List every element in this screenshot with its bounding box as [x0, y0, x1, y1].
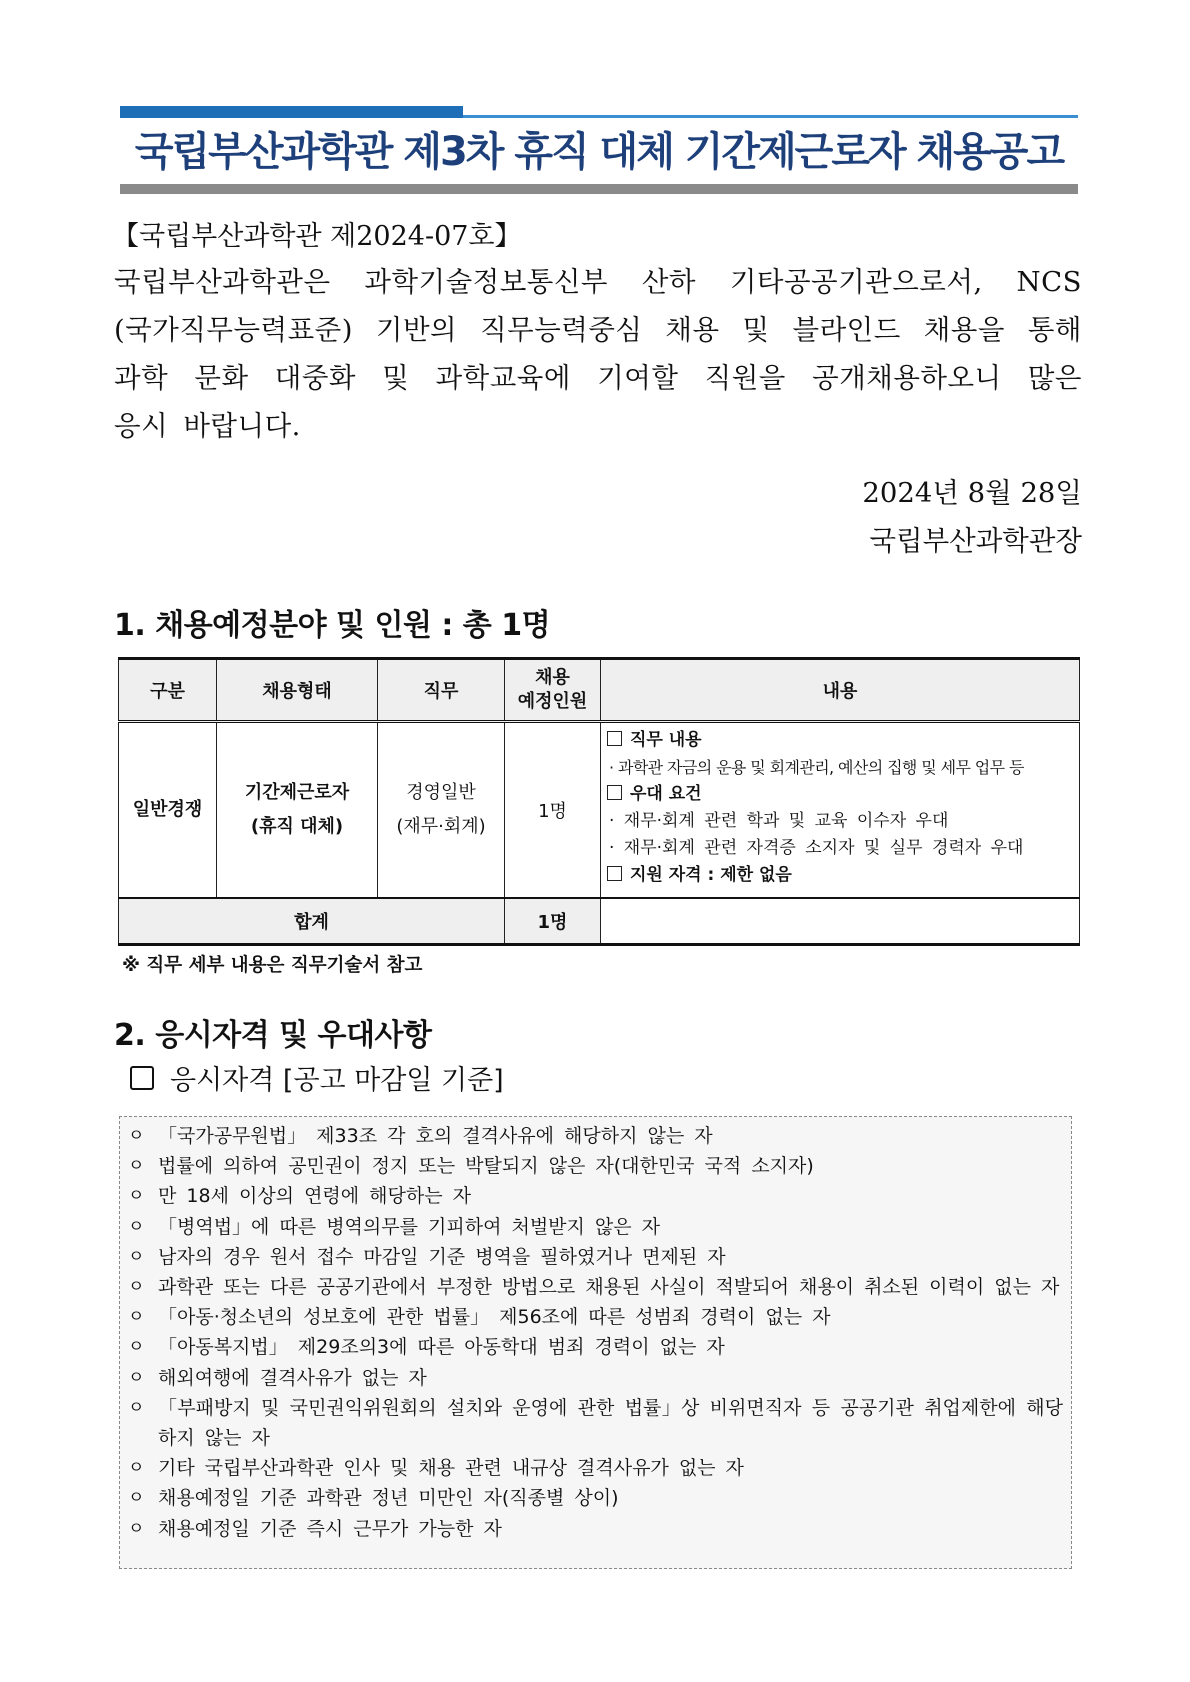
checkbox-icon	[607, 866, 622, 881]
bullet-icon: ㅇ	[128, 1518, 145, 1539]
preference-title: 우대 요건	[630, 784, 702, 804]
bullet-icon: ㅇ	[128, 1307, 145, 1328]
recruitment-table	[118, 657, 1080, 946]
bullet-icon: ㅇ	[128, 1126, 145, 1146]
qualification-subheading-text: 응시자격 [공고 마감일 기준]	[170, 1065, 504, 1096]
intro-paragraph	[114, 258, 1082, 450]
checkbox-icon	[607, 731, 622, 746]
header-count-line1: 채용	[535, 667, 570, 688]
list-item	[128, 1363, 1063, 1393]
bullet-icon: ㅇ	[128, 1397, 145, 1418]
bullet-icon: ㅇ	[128, 1458, 145, 1479]
header-count-line2: 예정인원	[517, 691, 588, 712]
section-1-title: 1. 채용예정분야 및 인원 : 총 1명	[114, 608, 551, 643]
qualification-list	[119, 1116, 1072, 1569]
bullet-icon: ㅇ	[128, 1337, 145, 1358]
announcement-signer: 국립부산과학관장	[869, 525, 1082, 557]
list-item	[128, 1514, 1063, 1544]
qualification-subheading	[130, 1058, 504, 1097]
table-row	[119, 722, 1080, 899]
preference-item: · 재무·회계 관련 자격증 소지자 및 실무 경력자 우대	[609, 838, 1024, 858]
intro-line: 과학 문화 대중화 및 과학교육에 기여할 직원을 공개채용하오니 많은	[114, 362, 1082, 394]
list-item	[128, 1453, 1063, 1483]
title-bottom-bar	[120, 184, 1078, 194]
intro-line: (국가직무능력표준) 기반의 직무능력중심 채용 및 블라인드 채용을 통해	[114, 314, 1082, 346]
duty-heading	[605, 727, 1075, 754]
table-note: ※ 직무 세부 내용은 직무기술서 참고	[122, 955, 423, 976]
list-item	[128, 1272, 1063, 1302]
list-item-text: 「아동복지법」 제29조의3에 따른 아동학대 범죄 경력이 없는 자	[158, 1336, 725, 1359]
square-bullet-icon	[130, 1066, 154, 1090]
total-count: 1명	[505, 898, 601, 945]
list-item	[128, 1121, 1063, 1151]
list-item-text: 과학관 또는 다른 공공기관에서 부정한 방법으로 채용된 사실이 적발되어 채용이 취소된 이력이 없는 자	[158, 1276, 1060, 1299]
preference-heading	[605, 781, 1075, 808]
title-top-bar	[120, 106, 1078, 118]
cell-count: 1명	[505, 722, 601, 899]
page-title: 국립부산과학관 제3차 휴직 대체 기간제근로자 채용공고	[134, 129, 1064, 175]
intro-line: 국립부산과학관은 과학기술정보통신부 산하 기타공공기관으로서, NCS	[114, 266, 1082, 298]
qualification-heading	[605, 862, 1075, 889]
list-item	[128, 1181, 1063, 1211]
list-item-text: 「병역법」에 따른 병역의무를 기피하여 처벌받지 않은 자	[158, 1215, 661, 1238]
cell-job-line1: 경영일반	[406, 782, 476, 803]
list-item-text: 만 18세 이상의 연령에 해당하는 자	[158, 1185, 471, 1208]
cell-category: 일반경쟁	[119, 722, 217, 899]
total-label: 합계	[119, 898, 505, 945]
bullet-icon: ㅇ	[128, 1186, 145, 1207]
table-header-row	[119, 659, 1080, 722]
title-thin-line	[463, 115, 1078, 118]
list-item	[128, 1212, 1063, 1242]
list-item-text: 「국가공무원법」 제33조 각 호의 결격사유에 해당하지 않는 자	[158, 1125, 713, 1147]
list-item-text: 남자의 경우 원서 접수 마감일 기준 병역을 필하였거나 면제된 자	[158, 1245, 726, 1268]
list-item	[128, 1151, 1063, 1181]
duty-title: 직무 내용	[630, 730, 702, 750]
list-item	[128, 1393, 1063, 1453]
cell-job	[378, 722, 505, 899]
list-item	[128, 1332, 1063, 1362]
preference-item: · 재무·회계 관련 학과 및 교육 이수자 우대	[609, 811, 949, 831]
header-details: 내용	[601, 659, 1080, 722]
header-type: 채용형태	[217, 659, 378, 722]
announcement-date: 2024년 8월 28일	[862, 477, 1082, 509]
bullet-icon: ㅇ	[128, 1277, 145, 1298]
list-item-text: 「부패방지 및 국민권익위원회의 설치와 운영에 관한 법률」상 비위면직자 등 공공기관 취업제한에 해당하지 않는 자	[158, 1396, 1063, 1450]
list-item-text: 해외여행에 결격사유가 없는 자	[158, 1366, 427, 1389]
header-job: 직무	[378, 659, 505, 722]
header-category: 구분	[119, 659, 217, 722]
section-2-title: 2. 응시자격 및 우대사항	[114, 1018, 432, 1053]
list-item-text: 기타 국립부산과학관 인사 및 채용 관련 내규상 결격사유가 없는 자	[158, 1457, 744, 1480]
title-banner	[120, 106, 1078, 194]
cell-type	[217, 722, 378, 899]
cell-details	[601, 722, 1080, 899]
bullet-icon: ㅇ	[128, 1367, 145, 1388]
bullet-icon: ㅇ	[128, 1488, 145, 1509]
cell-type-line1: 기간제근로자	[244, 782, 350, 803]
list-item-text: 채용예정일 기준 과학관 정년 미만인 자(직종별 상이)	[158, 1487, 619, 1510]
total-blank	[601, 898, 1080, 945]
cell-job-line2: (재무·회계)	[396, 816, 486, 837]
checkbox-icon	[607, 785, 622, 800]
bullet-icon: ㅇ	[128, 1216, 145, 1237]
list-item	[128, 1242, 1063, 1272]
list-item	[128, 1483, 1063, 1513]
table-total-row	[119, 898, 1080, 945]
list-item-text: 채용예정일 기준 즉시 근무가 가능한 자	[158, 1517, 502, 1540]
bullet-icon: ㅇ	[128, 1246, 145, 1267]
duty-item: · 과학관 자금의 운용 및 회계관리, 예산의 집행 및 세무 업무 등	[609, 758, 1024, 777]
announcement-number: 【국립부산과학관 제2024-07호】	[112, 221, 522, 252]
header-count	[505, 659, 601, 722]
intro-line: 응시 바랍니다.	[114, 410, 301, 442]
title-accent-bar	[120, 106, 463, 118]
cell-type-line2: (휴직 대체)	[250, 816, 344, 837]
list-item	[128, 1302, 1063, 1332]
list-item-text: 법률에 의하여 공민권이 정지 또는 박탈되지 않은 자(대한민국 국적 소지자)	[158, 1155, 814, 1178]
bullet-icon: ㅇ	[128, 1156, 145, 1177]
qualification-title: 지원 자격 : 제한 없음	[630, 865, 792, 885]
list-item-text: 「아동·청소년의 성보호에 관한 법률」 제56조에 따른 성범죄 경력이 없는 자	[158, 1306, 831, 1329]
